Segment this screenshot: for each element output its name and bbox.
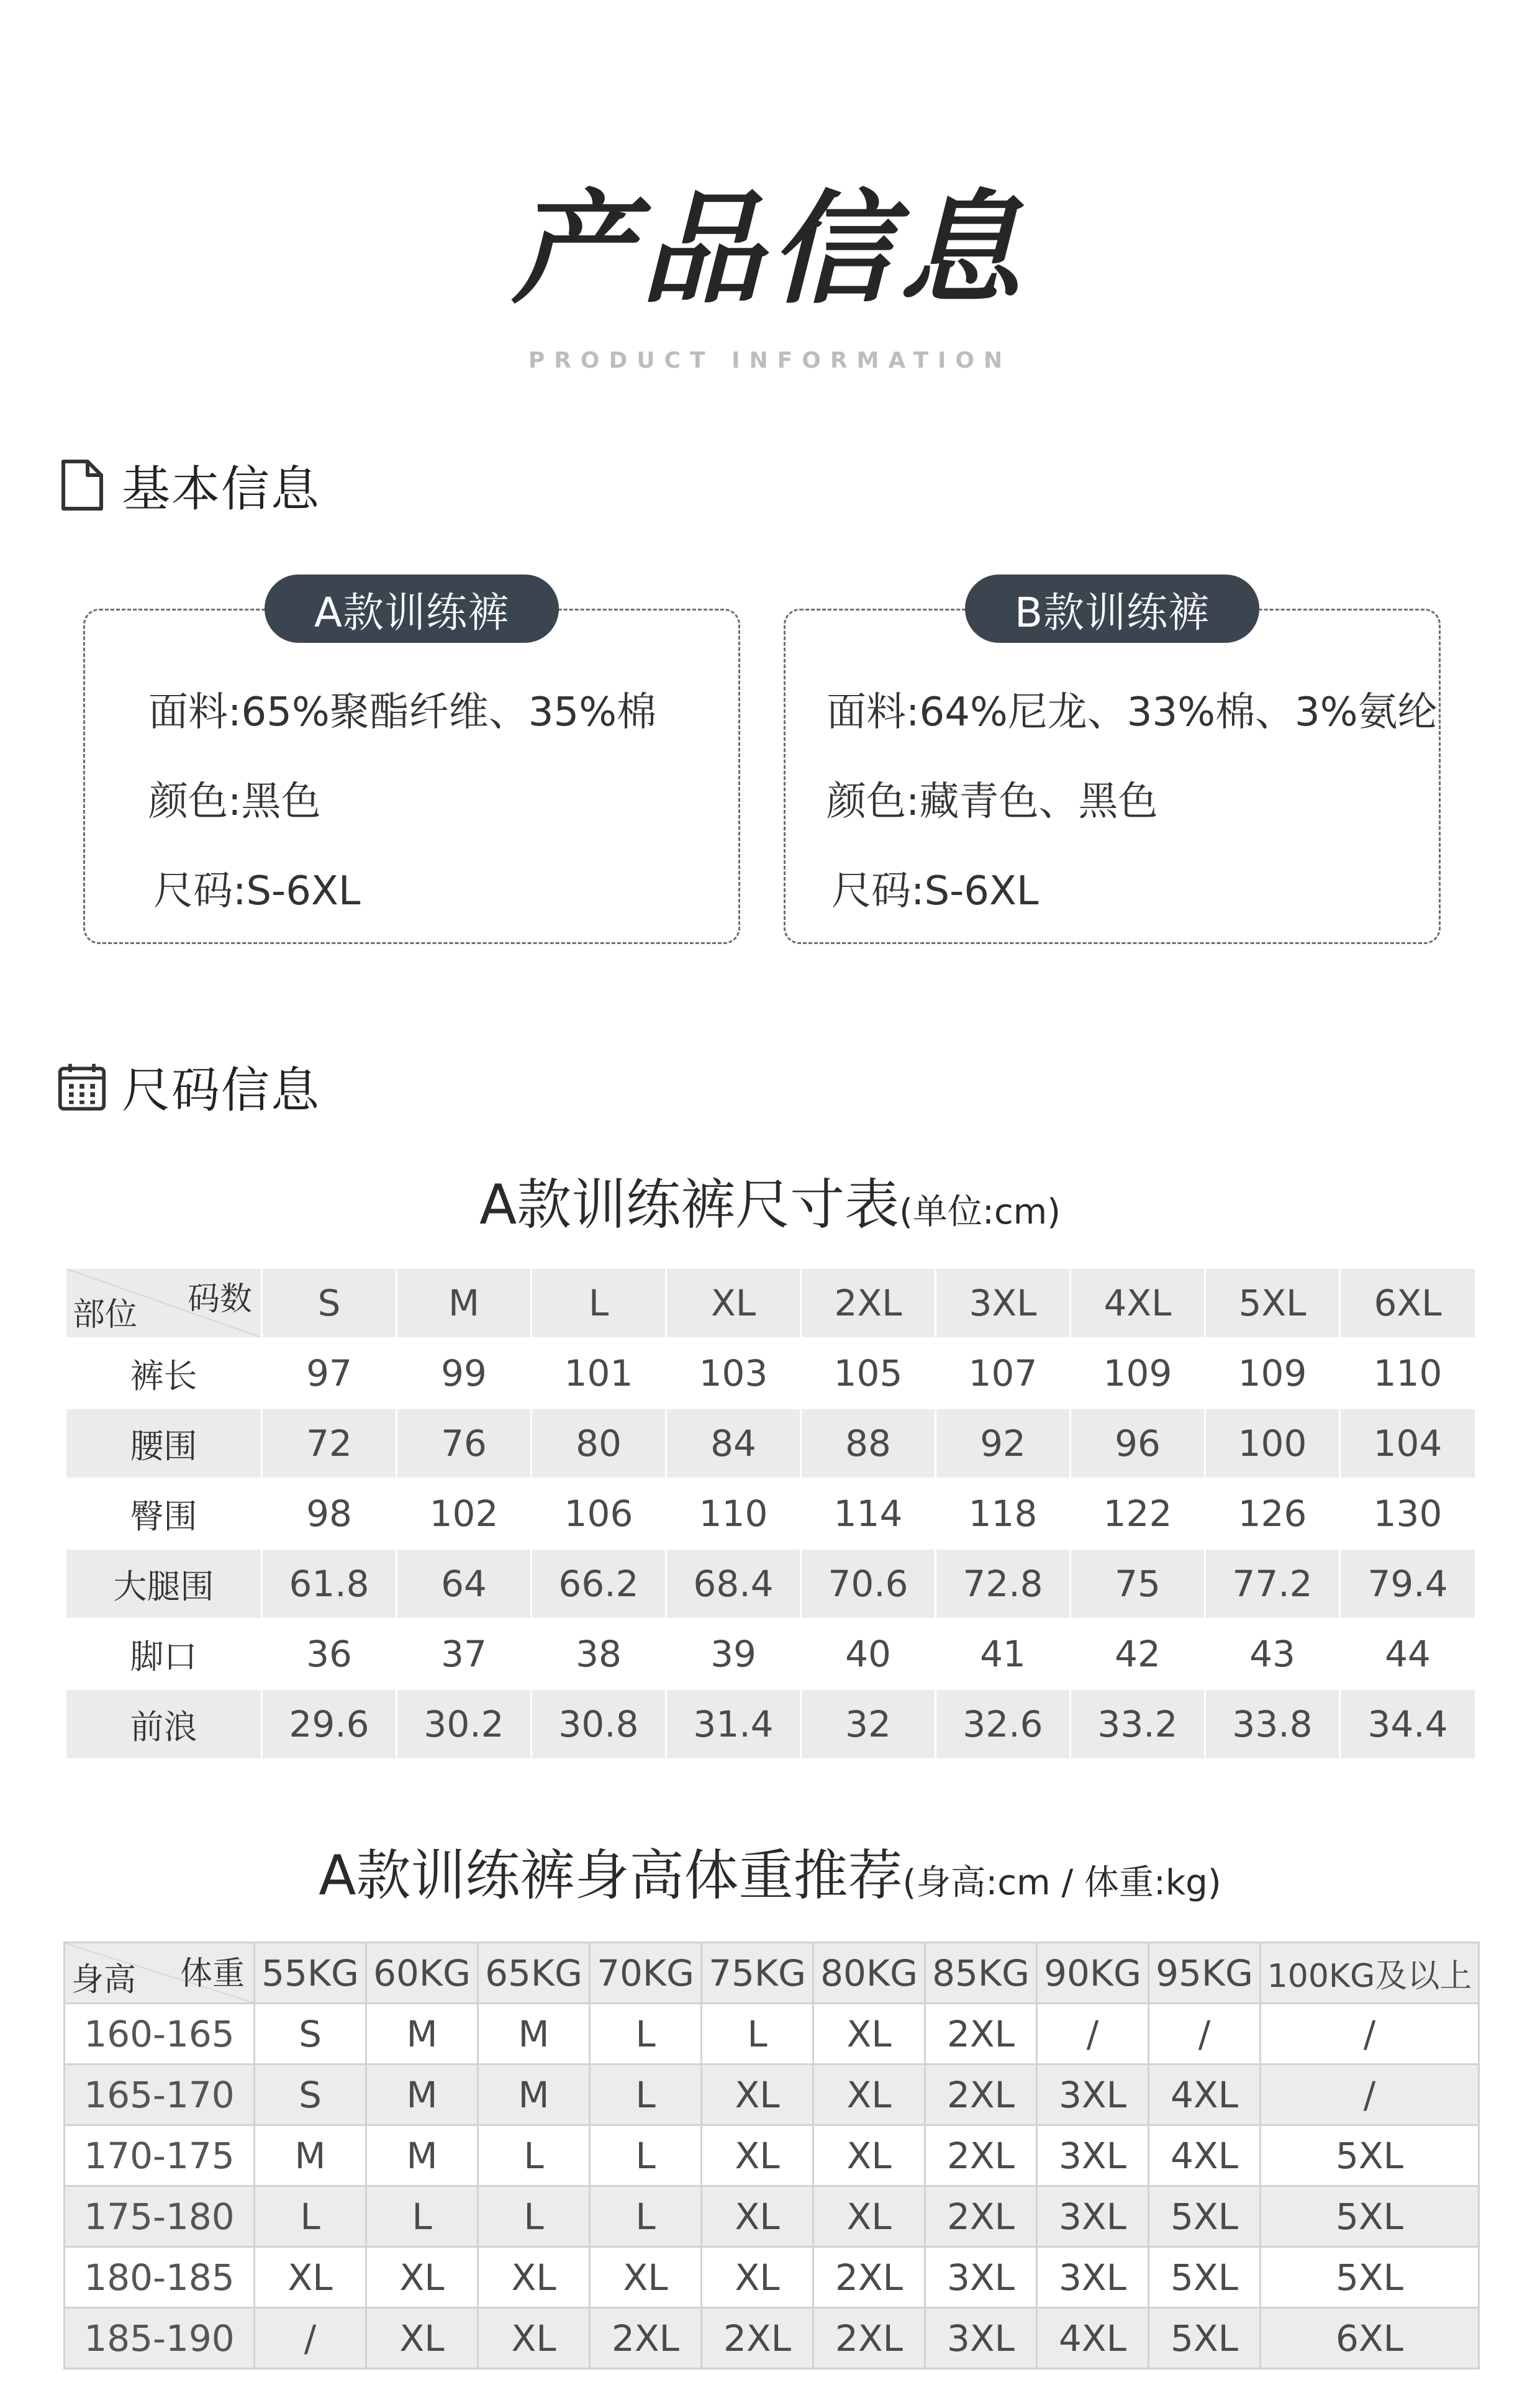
table-cell: 2XL (925, 2186, 1037, 2247)
table-row (66, 1619, 1476, 1689)
table-cell: M (478, 2004, 590, 2065)
table-cell: 6XL (1261, 2308, 1479, 2369)
page-subtitle: PRODUCT INFORMATION (528, 348, 1012, 373)
table-cell: XL (478, 2308, 590, 2369)
table-cell: 4XL (1037, 2308, 1149, 2369)
column-header: 65KG (478, 1943, 590, 2004)
table-cell: 37 (397, 1619, 532, 1689)
row-header: 前浪 (66, 1689, 262, 1760)
card-a-title: A款训练裤 (265, 575, 559, 643)
table-cell: 5XL (1261, 2125, 1479, 2186)
basic-info-heading (57, 451, 320, 519)
table-cell: 3XL (1037, 2186, 1149, 2247)
table-cell: XL (813, 2125, 925, 2186)
table-cell: 84 (666, 1409, 801, 1479)
size-table-title-text: A款训练裤尺寸表 (479, 1173, 900, 1237)
table-cell: / (255, 2308, 366, 2369)
card-a-fabric: 面料:65%聚酯纤维、35%棉 (148, 689, 657, 735)
corner-bottom-label: 部位 (73, 1296, 138, 1333)
table-cell: 122 (1071, 1479, 1205, 1549)
table-cell: 98 (262, 1479, 397, 1549)
table-cell: 38 (532, 1619, 666, 1689)
recommend-table-unit: (身高:cm / 体重:kg) (902, 1863, 1221, 1903)
table-cell: M (366, 2004, 478, 2065)
table-cell: 43 (1205, 1619, 1340, 1689)
card-a-size: 尺码:S-6XL (153, 868, 361, 914)
table-cell: 102 (397, 1479, 532, 1549)
table-header-row (65, 1943, 1479, 2004)
size-info-label: 尺码信息 (122, 1063, 321, 1119)
column-header: 2XL (801, 1268, 936, 1338)
table-cell: 3XL (1037, 2125, 1149, 2186)
table-cell: 2XL (590, 2308, 702, 2369)
table-cell: 92 (936, 1409, 1071, 1479)
table-cell: 68.4 (666, 1549, 801, 1619)
table-cell: L (590, 2065, 702, 2125)
column-header: XL (666, 1268, 801, 1338)
product-card-b (784, 588, 1441, 944)
table-cell: 2XL (925, 2004, 1037, 2065)
table-cell: 80 (532, 1409, 666, 1479)
table-row (66, 1479, 1476, 1549)
row-header: 脚口 (66, 1619, 262, 1689)
table-cell: 30.2 (397, 1689, 532, 1760)
table-cell: 5XL (1261, 2186, 1479, 2247)
table-row (65, 2065, 1479, 2125)
table-cell: 105 (801, 1338, 936, 1409)
size-table (65, 1267, 1477, 1760)
table-row (65, 2125, 1479, 2186)
table-cell: 76 (397, 1409, 532, 1479)
table-row (65, 2186, 1479, 2247)
table-cell: 3XL (1037, 2247, 1149, 2308)
table-cell: 118 (936, 1479, 1071, 1549)
corner-top-label: 体重 (179, 1955, 245, 1992)
table-cell: 101 (532, 1338, 666, 1409)
table-cell: 103 (666, 1338, 801, 1409)
table-cell: 4XL (1149, 2125, 1261, 2186)
table-cell: 114 (801, 1479, 936, 1549)
table-cell: 3XL (925, 2247, 1037, 2308)
table-cell: 61.8 (262, 1549, 397, 1619)
table-cell: 5XL (1149, 2308, 1261, 2369)
column-header: 75KG (702, 1943, 813, 2004)
table-cell: 2XL (925, 2125, 1037, 2186)
table-cell: 72 (262, 1409, 397, 1479)
table-cell: 33.2 (1071, 1689, 1205, 1760)
table-cell: 106 (532, 1479, 666, 1549)
table-row (65, 2308, 1479, 2369)
table-cell: 29.6 (262, 1689, 397, 1760)
column-header: 5XL (1205, 1268, 1340, 1338)
table-cell: 2XL (813, 2308, 925, 2369)
table-cell: 130 (1340, 1479, 1476, 1549)
table-cell: 75 (1071, 1549, 1205, 1619)
column-header: 3XL (936, 1268, 1071, 1338)
table-cell: XL (702, 2125, 813, 2186)
table-cell: 110 (666, 1479, 801, 1549)
product-card-a (83, 588, 740, 944)
recommend-table (63, 1942, 1480, 2369)
table-cell: L (255, 2186, 366, 2247)
table-cell: 5XL (1261, 2247, 1479, 2308)
row-header: 大腿围 (66, 1549, 262, 1619)
table-cell: 104 (1340, 1409, 1476, 1479)
table-cell: / (1149, 2004, 1261, 2065)
table-cell: 5XL (1149, 2247, 1261, 2308)
column-header: S (262, 1268, 397, 1338)
table-row (65, 2004, 1479, 2065)
table-cell: 79.4 (1340, 1549, 1476, 1619)
card-b-color: 颜色:藏青色、黑色 (827, 779, 1158, 825)
table-cell: 31.4 (666, 1689, 801, 1760)
column-header: 90KG (1037, 1943, 1149, 2004)
recommend-table-title (0, 1832, 1540, 1910)
document-icon (57, 457, 107, 513)
table-cell: 64 (397, 1549, 532, 1619)
table-cell: 42 (1071, 1619, 1205, 1689)
table-cell: L (366, 2186, 478, 2247)
table-cell: S (255, 2065, 366, 2125)
table-cell: M (478, 2065, 590, 2125)
column-header: 6XL (1340, 1268, 1476, 1338)
column-header: 55KG (255, 1943, 366, 2004)
table-cell: 77.2 (1205, 1549, 1340, 1619)
column-header: M (397, 1268, 532, 1338)
table-cell: 4XL (1149, 2065, 1261, 2125)
table-cell: L (590, 2186, 702, 2247)
table-cell: 126 (1205, 1479, 1340, 1549)
table-cell: 109 (1205, 1338, 1340, 1409)
row-header: 160-165 (65, 2004, 255, 2065)
table-cell: L (478, 2186, 590, 2247)
row-header: 165-170 (65, 2065, 255, 2125)
table-row (66, 1689, 1476, 1760)
table-cell: / (1261, 2004, 1479, 2065)
table-cell: 2XL (925, 2065, 1037, 2125)
row-header: 腰围 (66, 1409, 262, 1479)
row-header: 臀围 (66, 1479, 262, 1549)
table-row (66, 1549, 1476, 1619)
table-cell: / (1261, 2065, 1479, 2125)
page-title: 产品信息 (511, 179, 1028, 320)
table-cell: 32 (801, 1689, 936, 1760)
table-cell: XL (366, 2308, 478, 2369)
table-cell: XL (813, 2004, 925, 2065)
card-b-title: B款训练裤 (965, 575, 1259, 643)
table-cell: S (255, 2004, 366, 2065)
table-cell: XL (702, 2247, 813, 2308)
row-header: 180-185 (65, 2247, 255, 2308)
corner-bottom-label: 身高 (71, 1961, 137, 1999)
column-header: 70KG (590, 1943, 702, 2004)
size-table-title (0, 1161, 1540, 1240)
table-cell: / (1037, 2004, 1149, 2065)
table-cell: 109 (1071, 1338, 1205, 1409)
table-cell: M (366, 2125, 478, 2186)
table-cell: XL (366, 2247, 478, 2308)
table-row (66, 1338, 1476, 1409)
table-cell: 100 (1205, 1409, 1340, 1479)
row-header: 裤长 (66, 1338, 262, 1409)
table-cell: 70.6 (801, 1549, 936, 1619)
table-cell: 40 (801, 1619, 936, 1689)
table-cell: 66.2 (532, 1549, 666, 1619)
table-cell: 34.4 (1340, 1689, 1476, 1760)
table-cell: M (255, 2125, 366, 2186)
row-header: 185-190 (65, 2308, 255, 2369)
table-cell: XL (590, 2247, 702, 2308)
size-table-unit: (单位:cm) (899, 1192, 1061, 1232)
column-header: 60KG (366, 1943, 478, 2004)
card-b-fabric: 面料:64%尼龙、33%棉、3%氨纶 (827, 689, 1438, 735)
table-header-row (66, 1268, 1476, 1338)
table-cell: 39 (666, 1619, 801, 1689)
table-cell: 32.6 (936, 1689, 1071, 1760)
table-row (65, 2247, 1479, 2308)
card-a-color: 颜色:黑色 (148, 779, 321, 825)
table-cell: L (590, 2004, 702, 2065)
corner-top-label: 码数 (187, 1281, 252, 1318)
column-header: 80KG (813, 1943, 925, 2004)
column-header: 4XL (1071, 1268, 1205, 1338)
table-cell: 99 (397, 1338, 532, 1409)
table-cell: L (702, 2004, 813, 2065)
table-cell: 3XL (925, 2308, 1037, 2369)
table-cell: M (366, 2065, 478, 2125)
table-cell: 5XL (1149, 2186, 1261, 2247)
column-header: 100KG及以上 (1261, 1943, 1479, 2004)
table-cell: XL (702, 2186, 813, 2247)
calendar-icon (57, 1058, 107, 1114)
table-corner-cell (66, 1268, 262, 1338)
table-cell: XL (702, 2065, 813, 2125)
table-cell: L (478, 2125, 590, 2186)
row-header: 175-180 (65, 2186, 255, 2247)
table-cell: 107 (936, 1338, 1071, 1409)
table-cell: XL (813, 2065, 925, 2125)
table-corner-cell (65, 1943, 255, 2004)
column-header: 95KG (1149, 1943, 1261, 2004)
table-cell: 72.8 (936, 1549, 1071, 1619)
table-cell: 3XL (1037, 2065, 1149, 2125)
table-cell: XL (813, 2186, 925, 2247)
table-cell: 30.8 (532, 1689, 666, 1760)
table-cell: 36 (262, 1619, 397, 1689)
table-cell: 97 (262, 1338, 397, 1409)
table-cell: 2XL (813, 2247, 925, 2308)
table-corner-cell-wrap (66, 1269, 261, 1337)
table-cell: 41 (936, 1619, 1071, 1689)
recommend-table-title-text: A款训练裤身高体重推荐 (319, 1843, 903, 1907)
table-row (66, 1409, 1476, 1479)
table-cell: 33.8 (1205, 1689, 1340, 1760)
table-cell: XL (255, 2247, 366, 2308)
column-header: L (532, 1268, 666, 1338)
table-cell: L (590, 2125, 702, 2186)
row-header: 170-175 (65, 2125, 255, 2186)
table-cell: 44 (1340, 1619, 1476, 1689)
basic-info-label: 基本信息 (122, 461, 321, 517)
column-header: 85KG (925, 1943, 1037, 2004)
table-corner-cell-wrap (65, 1943, 253, 2002)
table-cell: 88 (801, 1409, 936, 1479)
table-cell: 110 (1340, 1338, 1476, 1409)
table-cell: 2XL (702, 2308, 813, 2369)
table-cell: 96 (1071, 1409, 1205, 1479)
size-info-heading (57, 1052, 320, 1120)
card-b-size: 尺码:S-6XL (831, 868, 1039, 914)
table-cell: XL (478, 2247, 590, 2308)
